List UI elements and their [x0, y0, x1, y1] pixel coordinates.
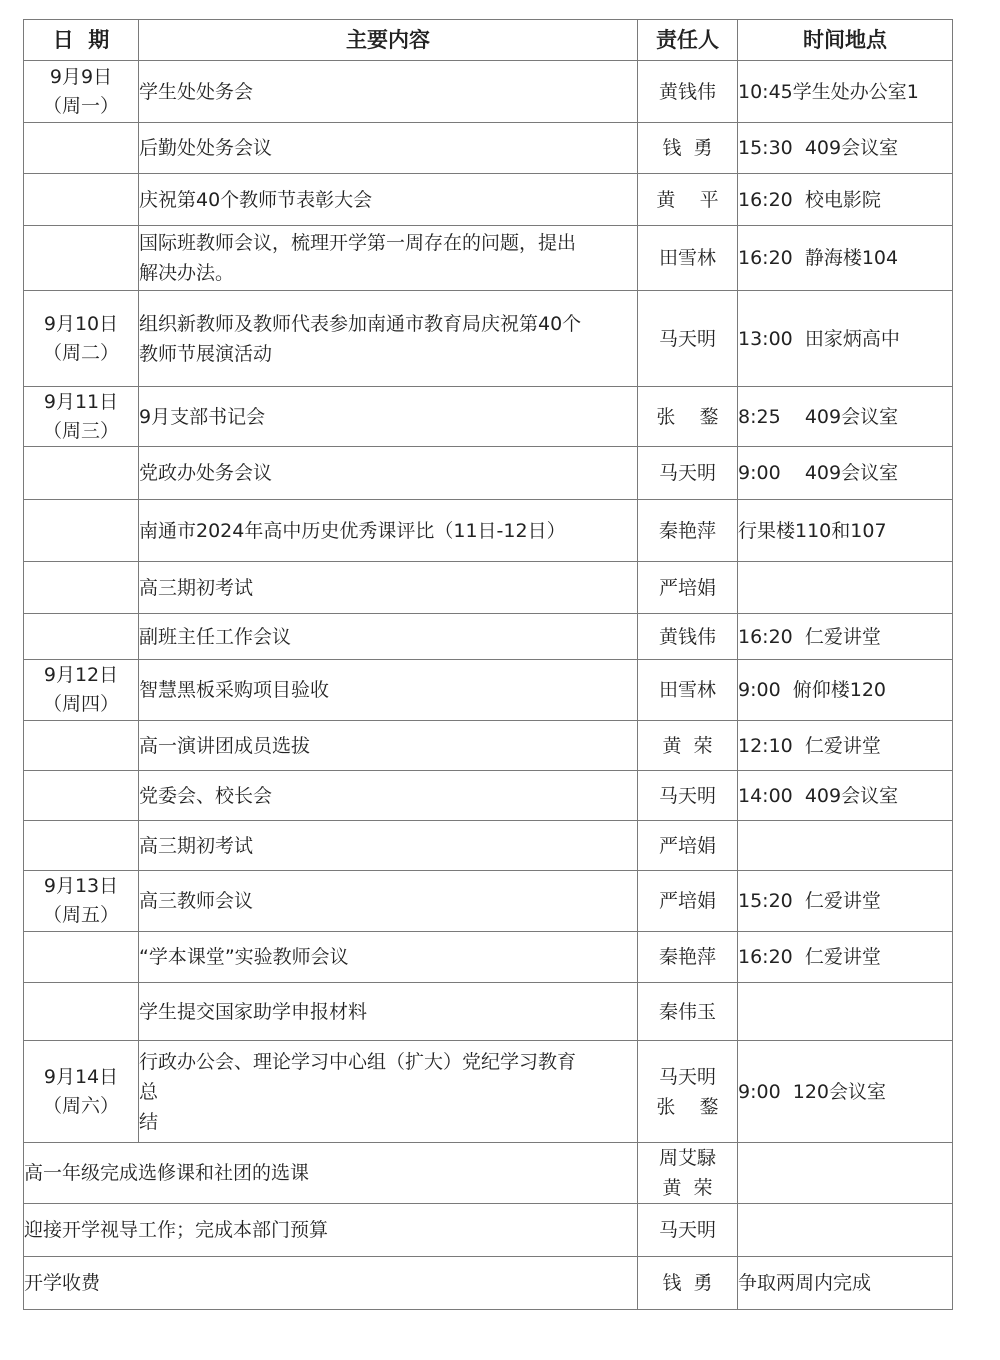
person-name: 张 鍪: [656, 1095, 719, 1118]
date-line: 9月12日: [43, 664, 119, 686]
person-name: 张 鍪: [656, 405, 719, 428]
header-person: 责任人: [638, 20, 738, 61]
content-line: 高一演讲团成员选拔: [139, 734, 311, 757]
date-cell: [24, 61, 139, 123]
content-line: 庆祝第40个教师节表彰大会: [139, 188, 373, 211]
content-line: 高三教师会议: [139, 890, 254, 912]
person-name: 周艾騄: [658, 1147, 716, 1169]
place-cell: 15:20 仁爱讲堂: [738, 871, 953, 932]
person-cell: [638, 871, 738, 932]
table-row: [24, 932, 953, 983]
place-cell: 10:45学生处办公室1: [738, 61, 953, 123]
content-line: 总: [139, 1080, 159, 1103]
person-name: 黄钱伟: [658, 625, 716, 648]
person-cell: [638, 1041, 738, 1143]
table-row: [24, 291, 953, 387]
place-cell: 争取两周内完成: [738, 1257, 953, 1310]
person-name: 严培娟: [658, 834, 716, 857]
table-row-wide: [24, 1204, 953, 1257]
person-cell: [638, 447, 738, 500]
date-cell: [24, 932, 139, 983]
content-cell: [139, 771, 638, 821]
person-cell: [638, 500, 738, 562]
date-cell: [24, 562, 139, 614]
table-row: [24, 660, 953, 721]
person-cell: [638, 614, 738, 660]
date-cell: [24, 1041, 139, 1143]
content-line: 组织新教师及教师代表参加南通市教育局庆祝第40个: [139, 312, 582, 335]
content-cell: [139, 1041, 638, 1143]
date-cell: [24, 871, 139, 932]
date-line: （周四）: [42, 693, 119, 715]
person-name: 严培娟: [658, 890, 716, 912]
table-row: [24, 500, 953, 562]
content-cell: 开学收费: [24, 1257, 638, 1310]
place-cell: 16:20 静海楼104: [738, 226, 953, 291]
content-cell: [139, 932, 638, 983]
table-row: [24, 226, 953, 291]
content-line: 党政办处务会议: [139, 462, 273, 484]
date-cell: [24, 291, 139, 387]
header-content: 主要内容: [139, 20, 638, 61]
content-line: 学生处处务会: [139, 80, 254, 103]
person-cell: [638, 1257, 738, 1310]
person-cell: [638, 291, 738, 387]
content-line: 党委会、校长会: [139, 784, 273, 807]
table-row: [24, 562, 953, 614]
content-line: 高三期初考试: [139, 834, 254, 857]
person-name: 严培娟: [658, 576, 716, 599]
person-name: 马天明: [658, 784, 716, 807]
person-cell: [638, 61, 738, 123]
content-line: 后勤处处务会议: [139, 137, 273, 159]
person-name: 黄 荣: [662, 734, 713, 757]
place-cell: 9:00 120会议室: [738, 1041, 953, 1143]
person-cell: [638, 821, 738, 871]
table-row: [24, 1041, 953, 1143]
date-cell: [24, 226, 139, 291]
person-name: 马天明: [658, 1219, 716, 1241]
person-name: 马天明: [658, 327, 716, 350]
person-name: 黄 荣: [662, 1177, 713, 1199]
content-line: 副班主任工作会议: [139, 625, 292, 648]
person-cell: [638, 660, 738, 721]
person-name: 秦艳萍: [658, 946, 716, 968]
place-cell: 16:20 校电影院: [738, 174, 953, 226]
content-line: “学本课堂”实验教师会议: [139, 946, 349, 968]
person-name: 秦艳萍: [658, 519, 716, 542]
person-cell: [638, 721, 738, 771]
date-line: 9月13日: [43, 875, 119, 897]
date-cell: [24, 721, 139, 771]
content-line: 学生提交国家助学申报材料: [139, 1000, 368, 1023]
table-row: [24, 821, 953, 871]
content-cell: [139, 871, 638, 932]
person-cell: [638, 387, 738, 447]
content-cell: [139, 61, 638, 123]
content-cell: [139, 226, 638, 291]
date-line: 9月9日: [49, 65, 113, 88]
content-cell: 迎接开学视导工作；完成本部门预算: [24, 1204, 638, 1257]
date-cell: [24, 174, 139, 226]
content-cell: [139, 983, 638, 1041]
date-line: 9月11日: [43, 390, 119, 413]
content-cell: [139, 123, 638, 174]
table-row: [24, 871, 953, 932]
content-cell: [139, 821, 638, 871]
place-cell: 14:00 409会议室: [738, 771, 953, 821]
person-cell: [638, 123, 738, 174]
place-cell: 行果楼110和107: [738, 500, 953, 562]
place-cell: 16:20 仁爱讲堂: [738, 614, 953, 660]
person-name: 马天明: [658, 1065, 716, 1088]
place-cell: [738, 821, 953, 871]
content-cell: [139, 721, 638, 771]
table-row: [24, 983, 953, 1041]
person-cell: [638, 771, 738, 821]
content-line: 教师节展演活动: [139, 342, 273, 365]
person-cell: [638, 1204, 738, 1257]
place-cell: [738, 1204, 953, 1257]
place-cell: 13:00 田家炳高中: [738, 291, 953, 387]
person-name: 马天明: [658, 462, 716, 484]
date-cell: [24, 821, 139, 871]
person-name: 黄 平: [656, 188, 719, 211]
table-row: [24, 721, 953, 771]
place-cell: 9:00 俯仰楼120: [738, 660, 953, 721]
content-line: 国际班教师会议，梳理开学第一周存在的问题，提出: [139, 232, 577, 254]
place-cell: 9:00 409会议室: [738, 447, 953, 500]
date-cell: [24, 771, 139, 821]
person-cell: [638, 174, 738, 226]
date-line: （周六）: [42, 1094, 119, 1117]
person-name: 钱 勇: [662, 137, 713, 159]
person-cell: [638, 932, 738, 983]
date-line: 9月14日: [43, 1065, 119, 1088]
date-cell: [24, 660, 139, 721]
person-name: 钱 勇: [662, 1272, 713, 1294]
schedule-table: [23, 19, 953, 1310]
table-row-wide: [24, 1257, 953, 1310]
date-cell: [24, 500, 139, 562]
table-row-wide: [24, 1143, 953, 1204]
date-cell: [24, 447, 139, 500]
table-row: [24, 614, 953, 660]
content-line: 高三期初考试: [139, 576, 254, 599]
date-line: 9月10日: [43, 312, 119, 335]
table-row: [24, 174, 953, 226]
place-cell: 12:10 仁爱讲堂: [738, 721, 953, 771]
place-cell: [738, 983, 953, 1041]
content-cell: [139, 291, 638, 387]
date-line: （周二）: [42, 341, 119, 364]
content-line: 南通市2024年高中历史优秀课评比（11日-12日）: [139, 519, 566, 542]
person-name: 秦伟玉: [658, 1000, 716, 1023]
table-row: [24, 771, 953, 821]
header-date: 日 期: [24, 20, 139, 61]
person-cell: [638, 562, 738, 614]
content-line: 9月支部书记会: [139, 405, 266, 428]
table-row: [24, 387, 953, 447]
table-row: [24, 123, 953, 174]
date-cell: [24, 614, 139, 660]
date-cell: [24, 983, 139, 1041]
content-line: 行政办公会、理论学习中心组（扩大）党纪学习教育: [139, 1050, 577, 1073]
person-name: 田雪林: [658, 679, 716, 701]
content-line: 结: [139, 1110, 159, 1133]
content-cell: [139, 500, 638, 562]
place-cell: [738, 562, 953, 614]
date-line: （周一）: [42, 94, 119, 117]
header-row: [24, 20, 953, 61]
content-cell: [139, 660, 638, 721]
date-line: （周五）: [42, 904, 119, 926]
content-cell: 高一年级完成选修课和社团的选课: [24, 1143, 638, 1204]
content-line: 解决办法。: [139, 262, 235, 284]
content-line: 智慧黑板采购项目验收: [139, 679, 330, 701]
content-cell: [139, 447, 638, 500]
content-cell: [139, 387, 638, 447]
place-cell: 15:30 409会议室: [738, 123, 953, 174]
place-cell: 16:20 仁爱讲堂: [738, 932, 953, 983]
person-cell: [638, 983, 738, 1041]
date-cell: [24, 387, 139, 447]
place-cell: 8:25 409会议室: [738, 387, 953, 447]
date-cell: [24, 123, 139, 174]
person-name: 黄钱伟: [658, 80, 716, 103]
content-cell: [139, 614, 638, 660]
content-cell: [139, 174, 638, 226]
table-row: [24, 61, 953, 123]
person-cell: [638, 226, 738, 291]
table-row: [24, 447, 953, 500]
person-cell: [638, 1143, 738, 1204]
place-cell: [738, 1143, 953, 1204]
person-name: 田雪林: [658, 247, 716, 269]
date-line: （周三）: [42, 419, 119, 442]
content-cell: [139, 562, 638, 614]
header-place: 时间地点: [738, 20, 953, 61]
